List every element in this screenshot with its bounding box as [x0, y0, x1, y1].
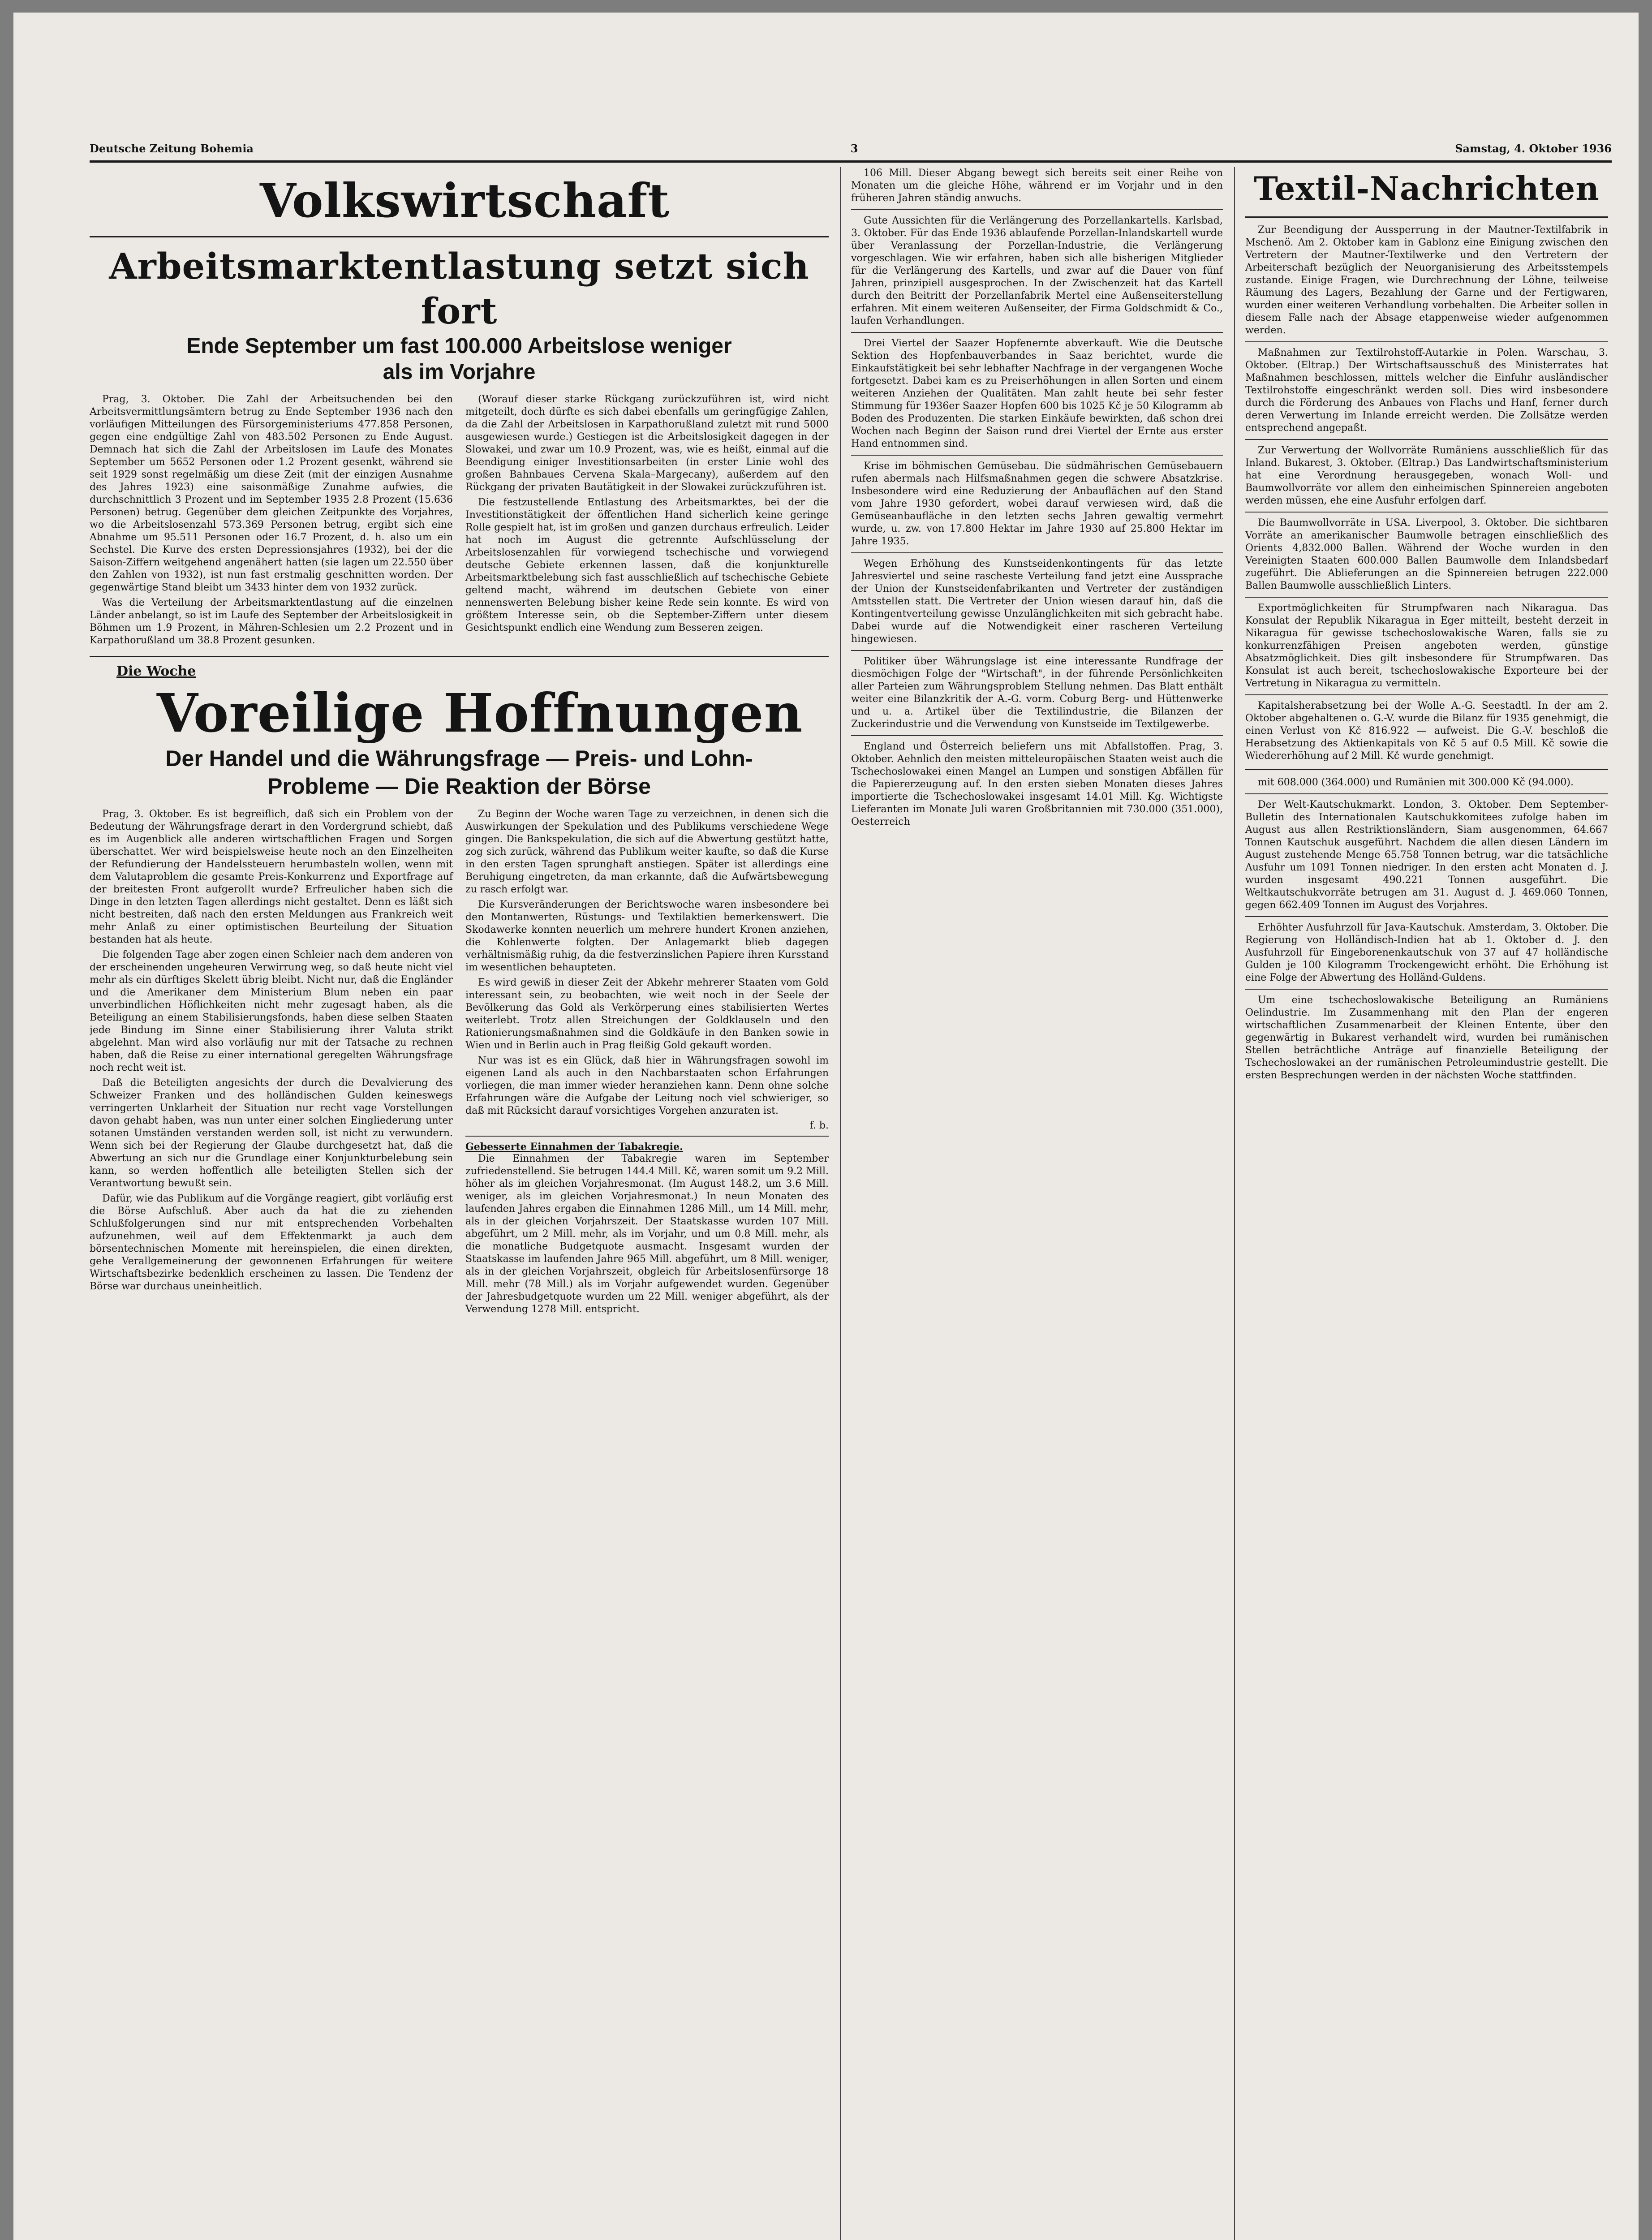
paragraph: Politiker über Währungslage ist eine interessante Rundfrage der diesmöchigen Folge der "Wirtschaft", in der führende Persönlichkeiten aller Parteien zum Währungsproblem Stellung nehmen. Das Blatt enthält weiter eine Bilanzkritik der A.-G. vorm. Coburg Berg- und Hüttenwerke und u. a. Artikel über die Textilindustrie, die Bilanzen der Zuckerindustrie und die Verwendung von Kunstseide im Textilgewerbe.: [851, 656, 1223, 730]
headline-arbeitsmarkt: Arbeitsmarktentlastung setzt sich fort: [109, 245, 809, 332]
paragraph: Die Baumwollvorräte in USA. Liverpool, 3. Oktober. Die sichtbaren Vorräte an amerikanischer Baumwolle betragen einschließlich des Orients 4,832.000 Ballen. Während der Woche wurden in den Vereinigten Staaten 600.000 Ballen Baumwolle dem Inlandsbedarf zugeführt. Die Ablieferungen an die Spinnereien betrugen 222.000 Ballen Baumwolle ausschließlich Linters.: [1245, 517, 1608, 591]
paragraph: Zur Beendigung der Aussperrung in der Mautner-Textilfabrik in Mschenö. Am 2. Oktober kam in Gablonz eine Einigung zwischen den Vertretern der Mautner-Textilwerke und den Vertretern der Arbeiterschaft bezüglich der Neuorganisierung des Arbeitsstempels zustande. Einige Fragen, wie Durchrechnung der Löhne, teilweise Räumung des Lagers, Bezahlung der Garne und der Fertigwaren, wurden einer weiteren Verhandlung vorbehalten. Die Arbeiter sollen in diesem Falle nach der Absage etappenweise wieder aufgenommen werden.: [1245, 224, 1608, 336]
subheading-tabakregie: Gebesserte Einnahmen der Tabakregie.: [465, 1141, 683, 1153]
paragraph: Prag, 3. Oktober. Die Zahl der Arbeitsuchenden bei den Arbeitsvermittlungsämtern betrug zu Ende September 1936 nach den vorläufigen Mitteilungen des Fürsorgeministeriums 477.858 Personen, gegen eine endgültige Zahl von 483.502 Personen zu Ende August. Demnach hat sich die Zahl der Arbeitslosen im Laufe des Monates September um 5652 Personen oder 1.2 Prozent gesenkt, während sie seit 1929 sonst regelmäßig um diese Zeit (mit der einzigen Ausnahme des Jahres 1923) eine saisonmäßige Zunahme aufwies, die durchschnittlich 3 Prozent und im September 1935 2.8 Prozent (15.636 Personen) betrug. Gegenüber dem gleichen Zeitpunkte des Vorjahres, wo die Arbeitslosenzahl 573.369 Personen betrug, ergibt sich eine Abnahme um 95.511 Personen oder 16.7 Prozent, d. h. also um ein Sechstel. Die Kurve des ersten Depressionsjahres (1932), bei der die Saison-Ziffern weitgehend angenähert hatten (sie lagen um 22.550 über den Zahlen von 1932), ist nun fast erstmalig geschnitten worden. Der gegenwärtige Stand bleibt um 3433 hinter dem von 1932 zurück.: [90, 394, 453, 593]
paragraph: 106 Mill. Dieser Abgang bewegt sich bereits seit einer Reihe von Monaten um die gleiche Höhe, während er im Vorjahr und in den früheren Jahren ständig anwuchs.: [851, 168, 1223, 204]
paragraph: Die Kursveränderungen der Berichtswoche waren insbesondere bei den Montanwerten, Rüstungs- und Textilaktien bemerkenswert. Die Skodawerke konnten neuerlich um mehrere hundert Kronen anziehen, die Kohlenwerte folgten. Der Anlagemarkt blieb dagegen verhältnismäßig ruhig, da die festverzinslichen Papiere ihren Kursstand im wesentlichen behaupteten.: [465, 899, 829, 973]
paragraph: Zu Beginn der Woche waren Tage zu verzeichnen, in denen sich die Auswirkungen der Spekulation und des Publikums verschiedene Wege gingen. Die Bankspekulation, die sich auf die Abwertung gestützt hatte, zog sich zurück, während das Publikum weiter kaufte, so daß die Kurse in den ersten Tagen sprunghaft anstiegen. Später ist allerdings eine Beruhigung eingetreten, da man erkannte, daß die Aufwärtsbewegung zu rasch erfolgt war.: [465, 809, 829, 895]
column-label-die-woche: Die Woche: [116, 663, 196, 679]
issue-date: Samstag, 4. Oktober 1936: [1455, 142, 1612, 155]
paragraph: Erhöhter Ausfuhrzoll für Java-Kautschuk. Amsterdam, 3. Oktober. Die Regierung von Holländisch-Indien hat ab 1. Oktober d. J. den Ausfuhrzoll für Eingeborenenkautschuk von 37 auf 47 holländische Gulden je 100 Kilogramm Trockengewicht erhöht. Die Erhöhung ist eine Folge der Abwertung des Holländ-Guldens.: [1245, 922, 1608, 983]
paragraph: Nur was ist es ein Glück, daß hier in Währungsfragen sowohl im eigenen Land als auch in den Nachbarstaaten schon Erfahrungen vorliegen, die man immer wieder heranziehen kann. Denn ohne solche Erfahrungen wäre die Aufgabe der Leitung noch viel schwieriger, so daß mit Rücksicht darauf vorsichtiges Vorgehen anzuraten ist.: [465, 1055, 829, 1116]
subhead-boerse: Probleme — Die Reaktion der Börse: [267, 774, 651, 799]
running-header: [90, 142, 1612, 154]
paragraph: Dafür, wie das Publikum auf die Vorgänge reagiert, gibt vorläufig erst die Börse Aufschluß. Aber auch da hat die zu ziehenden Schlußfolgerungen sind nur mit entsprechenden Vorbehalten aufzunehmen, weil auf dem Effektenmarkt ja auch dem börsentechnischen Momente mit hereinspielen, die einen direkten, gehe Verallgemeinerung der gewonnenen Erfahrungen für weitere Wirtschaftsbezirke bedenklich erscheinen zu lassen. Die Tendenz der Börse war durchaus uneinheitlich.: [90, 1193, 453, 1292]
middle-column: [851, 167, 1223, 2240]
subhead-handel: Der Handel und die Währungsfrage — Preis- und Lohn-: [165, 746, 753, 771]
section-title-textil: Textil-Nachrichten: [1254, 169, 1600, 207]
right-column: [1245, 167, 1608, 2240]
article-voreilige-hoffnungen: [90, 808, 829, 1318]
paper-name: Deutsche Zeitung Bohemia: [90, 142, 254, 155]
paragraph: mit 608.000 (364.000) und Rumänien mit 300.000 Kč (94.000).: [1258, 777, 1574, 788]
section-title-volkswirtschaft: Volkswirtschaft: [260, 173, 670, 228]
subhead-september: Ende September um fast 100.000 Arbeitslose weniger: [186, 334, 732, 358]
left-block: [90, 167, 829, 2240]
paragraph: Wegen Erhöhung des Kunstseidenkontingents für das letzte Jahresviertel und seine rascheste Verteilung fand jetzt eine Aussprache der Union der Kunstseidenfabrikanten und Vertreter der zuständigen Amtsstellen statt. Die Vertreter der Union wiesen darauf hin, daß die Kontingentverteilung gewisse Unzulänglichkeiten mit sich gebracht habe. Dabei wurde auf die Notwendigkeit einer rascheren Verteilung hingewiesen.: [851, 558, 1223, 645]
headline-voreilige-hoffnungen: Voreilige Hoffnungen: [157, 682, 803, 744]
paragraph: Prag, 3. Oktober. Es ist begreiflich, daß sich ein Problem von der Bedeutung der Währungsfrage derart in den Vordergrund schiebt, daß es im Augenblick alle anderen wirtschaftlichen Fragen und Sorgen überschattet. Wer wird beispielsweise heute noch an den Einzelheiten der Refundierung der Handelssteuern herumbasteln wollen, wenn mit dem Valutaproblem die gesamte Preis-Konkurrenz und Exportfrage auf der breitesten Front aufgerollt wurde? Erfreulicher haben sich die Dinge in den letzten Tagen allerdings nicht gestaltet. Denn es läßt sich nicht bestreiten, daß nach den ersten Meldungen aus Frankreich weit mehr Anlaß zu einer optimistischen Beurteilung der Situation bestanden hat als heute.: [90, 809, 453, 945]
paragraph: Exportmöglichkeiten für Strumpfwaren nach Nikaragua. Das Konsulat der Republik Nikaragua in Eger mitteilt, besteht derzeit in Nikaragua für gewisse tschechoslowakische Waren, falls sie zu konkurrenzfähigen Preisen angeboten werden, günstige Absatzmöglichkeit. Dies gilt insbesondere für Strumpfwaren. Das Konsulat ist auch bereit, tschechoslowakische Exporteure bei der Vertretung in Nikaragua zu vermitteln.: [1245, 603, 1608, 689]
paragraph: Kapitalsherabsetzung bei der Wolle A.-G. Seestadtl. In der am 2. Oktober abgehaltenen o. G.-V. wurde die Bilanz für 1935 genehmigt, die einen Verlust von Kč 816.922 — aufweist. Die G.-V. beschloß die Herabsetzung des Aktienkapitals von Kč 5 auf 0.5 Mill. Kč sowie die Wiedererhöhung auf 2 Mill. Kč wurde genehmigt.: [1245, 700, 1608, 762]
author-signature: f. b.: [809, 1120, 829, 1131]
paragraph: Was die Verteilung der Arbeitsmarktentlastung auf die einzelnen Länder anbelangt, so ist im Laufe des September der Arbeitslosigkeit in Böhmen um 1.9 Prozent, in Mähren-Schlesien um 2.2 Prozent und in Karpathorußland um 38.8 Prozent gesunken.: [90, 597, 453, 646]
column-divider: [840, 167, 841, 2240]
header-rule: [90, 160, 1612, 163]
article-arbeitsmarkt: [90, 393, 829, 650]
paragraph: Der Welt-Kautschukmarkt. London, 3. Oktober. Dem September-Bulletin des Internationalen Kautschukkomitees zufolge haben im August aus allen Restriktionsländern, Siam ausgenommen, 64.667 Tonnen Kautschuk ausgeführt. Nachdem die allen diesen Ländern im August zustehende Menge 65.758 Tonnen betrug, war die tatsächliche Ausfuhr um 1091 Tonnen niedriger. In den ersten acht Monaten d. J. wurden insgesamt 490.221 Tonnen ausgeführt. Die Weltkautschukvorräte betrugen am 31. August d. J. 469.060 Tonnen, gegen 662.409 Tonnen im August des Vorjahres.: [1245, 799, 1608, 911]
subhead-vorjahre: als im Vorjahre: [383, 360, 536, 384]
column-divider: [1234, 167, 1235, 2240]
paragraph: Um eine tschechoslowakische Beteiligung an Rumäniens Oelindustrie. Im Zusammenhang mit den Plan der engeren wirtschaftlichen Zusammenarbeit der Kleinen Entente, über den gegenwärtig in Bukarest verhandelt wird, wurden bei rumänischen Stellen beträchtliche Anträge auf finanzielle Beteiligung der Tschechoslowakei an der rumänischen Petroleumindustrie gestellt. Die ersten Besprechungen werden in der nächsten Woche stattfinden.: [1245, 995, 1608, 1081]
paragraph: England und Österreich beliefern uns mit Abfallstoffen. Prag, 3. Oktober. Aehnlich den meisten mitteleuropäischen Staaten weist auch die Tschechoslowakei einen Mangel an Lumpen und sonstigen Abfällen für die Papiererzeugung auf. In den ersten sieben Monaten dieses Jahres importierte die Tschechoslowakei insgesamt 14.01 Mill. Kg. Wichtigste Lieferanten im Monate Juli waren Großbritannien mit 730.000 (351.000), Oesterreich: [851, 741, 1223, 827]
paragraph: (Worauf dieser starke Rückgang zurückzuführen ist, wird nicht mitgeteilt, doch dürfte es sich dabei ebenfalls um geringfügige Zahlen, da die Zahl der Arbeitslosen in Karpathorußland zuletzt mit rund 5000 ausgewiesen wurde.) Gestiegen ist die Arbeitslosigkeit dagegen in der Slowakei, und zwar um 10.9 Prozent, was, wie es heißt, einmal auf die Beendigung einiger Investitionsarbeiten (in erster Linie wohl des großen Bahnbaues Cervena Skala–Margecany), außerdem auf den Rückgang der privaten Bautätigkeit in der Slowakei zurückzuführen ist.: [465, 394, 829, 493]
paragraph: Die festzustellende Entlastung des Arbeitsmarktes, bei der die Investitionstätigkeit der öffentlichen Hand sicherlich keine geringe Rolle gespielt hat, ist im großen und ganzen durchaus erfreulich. Leider hat noch im August die getrennte Aufschlüsselung der Arbeitslosenzahlen für vorwiegend tschechische und vorwiegend deutsche Gebiete erkennen lassen, daß die konjunkturelle Arbeitsmarktbelebung sich fast ausschließlich auf tschechische Gebiete geltend macht, während im deutschen Gebiete von einer nennenswerten Belebung bisher keine Rede sein konnte. Es wird von größtem Interesse sein, ob die September-Ziffern unter diesem Gesichtspunkt endlich eine Wendung zum Besseren zeigen.: [465, 497, 829, 633]
paragraph: Zur Verwertung der Wollvorräte Rumäniens ausschließlich für das Inland. Bukarest, 3. Oktober. (Eltrap.) Das Landwirtschaftsministerium hat eine Verordnung herausgegeben, wonach Woll- und Baumwollvorräte vor allem den einheimischen Spinnereien angeboten werden müssen, ehe eine Ausfuhr erfolgen darf.: [1245, 445, 1608, 506]
page-number: 3: [850, 142, 858, 155]
paragraph: Daß die Beteiligten angesichts der durch die Devalvierung des Schweizer Franken und des holländischen Gulden keineswegs verringerten Unklarheit der Situation nur recht vage Vorstellungen davon gehabt haben, was nun unter einer solchen Eingliederung unter sotanen Umständen verstanden werden soll, ist nicht zu verwundern. Wenn sich bei der Regierung der Glaube durchgesetzt hat, daß die Abwertung an sich nur die Grundlage einer Konjunkturbelebung sein kann, so werden hoffentlich alle beteiligten Stellen sich der Verantwortung bewußt sein.: [90, 1077, 453, 1189]
paragraph: Es wird gewiß in dieser Zeit der Abkehr mehrerer Staaten vom Gold interessant sein, zu beobachten, wie weit noch in der Seele der Bevölkerung das Gold als Verkörperung eines stabilisierten Wertes weiterlebt. Trotz allen Streichungen der Goldklauseln und den Rationierungsmaßnahmen sind die Goldkäufe in den Banken sowie in Wien und in Berlin auch in Prag fleißig Gold gekauft worden.: [465, 977, 829, 1051]
paragraph: Krise im böhmischen Gemüsebau. Die südmährischen Gemüsebauern rufen abermals nach Hilfsmaßnahmen gegen die schwere Absatzkrise. Insbesondere wird eine Reduzierung der Anbauflächen auf den Stand vom Jahre 1930 gefordert, wobei darauf verwiesen wird, daß die Gemüseanbaufläche in den letzten sechs Jahren gewaltig vermehrt wurde, u. zw. von 17.800 Hektar im Jahre 1930 auf 25.800 Hektar im Jahre 1935.: [851, 461, 1223, 547]
paragraph: Drei Viertel der Saazer Hopfenernte abverkauft. Wie die Deutsche Sektion des Hopfenbauverbandes in Saaz berichtet, wurde die Einkaufstätigkeit bei sehr lebhafter Nachfrage in der vergangenen Woche fortgesetzt. Dabei kam es zu Preiserhöhungen in allen Sorten und einem weiteren Anziehen der Qualitäten. Man zahlt heute bei sehr fester Stimmung für 1936er Saazer Hopfen 600 bis 1025 Kč je 50 Kilogramm ab Boden des Produzenten. Die starken Einkäufe bewirkten, daß schon drei Wochen nach Beginn der Saison rund drei Viertel der Ernte aus erster Hand entnommen sind.: [851, 338, 1223, 449]
newspaper-page: [13, 13, 1639, 2240]
paragraph: Die Einnahmen der Tabakregie waren im September zufriedenstellend. Sie betrugen 144.4 Mill. Kč, waren somit um 9.2 Mill. höher als im gleichen Vorjahresmonat. (Im August 148.2, um 3.6 Mill. weniger, als im gleichen Vorjahresmonat.) In neun Monaten des laufenden Jahres ergaben die Einnahmen 1286 Mill., um 14 Mill. mehr, als in der gleichen Vorjahrszeit. Der Staatskasse wurden 107 Mill. abgeführt, um 2 Mill. mehr, als im Vorjahr, und um 0.8 Mill. mehr, als die monatliche Budgetquote ausmacht. Insgesamt wurden der Staatskasse im laufenden Jahre 965 Mill. abgeführt, um 8 Mill. weniger, als in der gleichen Vorjahrszeit, obgleich für Arbeitslosenfürsorge 18 Mill. mehr (78 Mill.) als im Vorjahr aufgewendet wurden. Gegenüber der Jahresbudgetquote wurden um 22 Mill. weniger abgeführt, als der Verwendung 1278 Mill. entspricht.: [465, 1153, 829, 1315]
paragraph: Die folgenden Tage aber zogen einen Schleier nach dem anderen von der erscheinenden ungeheuren Verwirrung weg, so daß heute nicht viel mehr als ein dürftiges Skelett übrig bleibt. Nicht nur, daß die Engländer und die Amerikaner dem Ministerium Blum neben ein paar unverbindlichen Höflichkeiten nicht mehr zugesagt haben, als die Beteiligung an einem Stabilisierungsfonds, haben diese selben Staaten jede Bindung im Sinne einer Stabilisierung ihrer Valuta strikt abgelehnt. Man wird also vorläufig nur mit der Tatsache zu rechnen haben, daß die Reise zu einer international geregelten Währungsfrage noch recht weit ist.: [90, 949, 453, 1073]
paragraph: Gute Aussichten für die Verlängerung des Porzellankartells. Karlsbad, 3. Oktober. Für das Ende 1936 ablaufende Porzellan-Inlandskartell wurde über Veranlassung der Porzellan-Industrie, die Verlängerung vorgeschlagen. Wie wir erfahren, haben sich alle bisherigen Mitglieder für die Verlängerung des Kartells, und zwar auf die Dauer von fünf Jahren, prinzipiell ausgesprochen. In der Zwischenzeit hat das Kartell durch den Beitritt der Porzellanfabrik Mertel eine Außenseiterstellung erfahren. Mit einem weiteren Außenseiter, der Firma Goldschmidt & Co., laufen Verhandlungen.: [851, 215, 1223, 327]
paragraph: Maßnahmen zur Textilrohstoff-Autarkie in Polen. Warschau, 3. Oktober. (Eltrap.) Der Wirtschaftsausschuß des Ministerrates hat Maßnahmen beschlossen, mittels welcher die Einfuhr ausländischer Textilrohstoffe eingeschränkt werden soll. Dies wird insbesondere durch die Förderung des Anbaues von Flachs und Hanf, ferner durch deren Verwertung im Inlande erreicht werden. Die Zollsätze werden entsprechend angepaßt.: [1245, 347, 1608, 434]
